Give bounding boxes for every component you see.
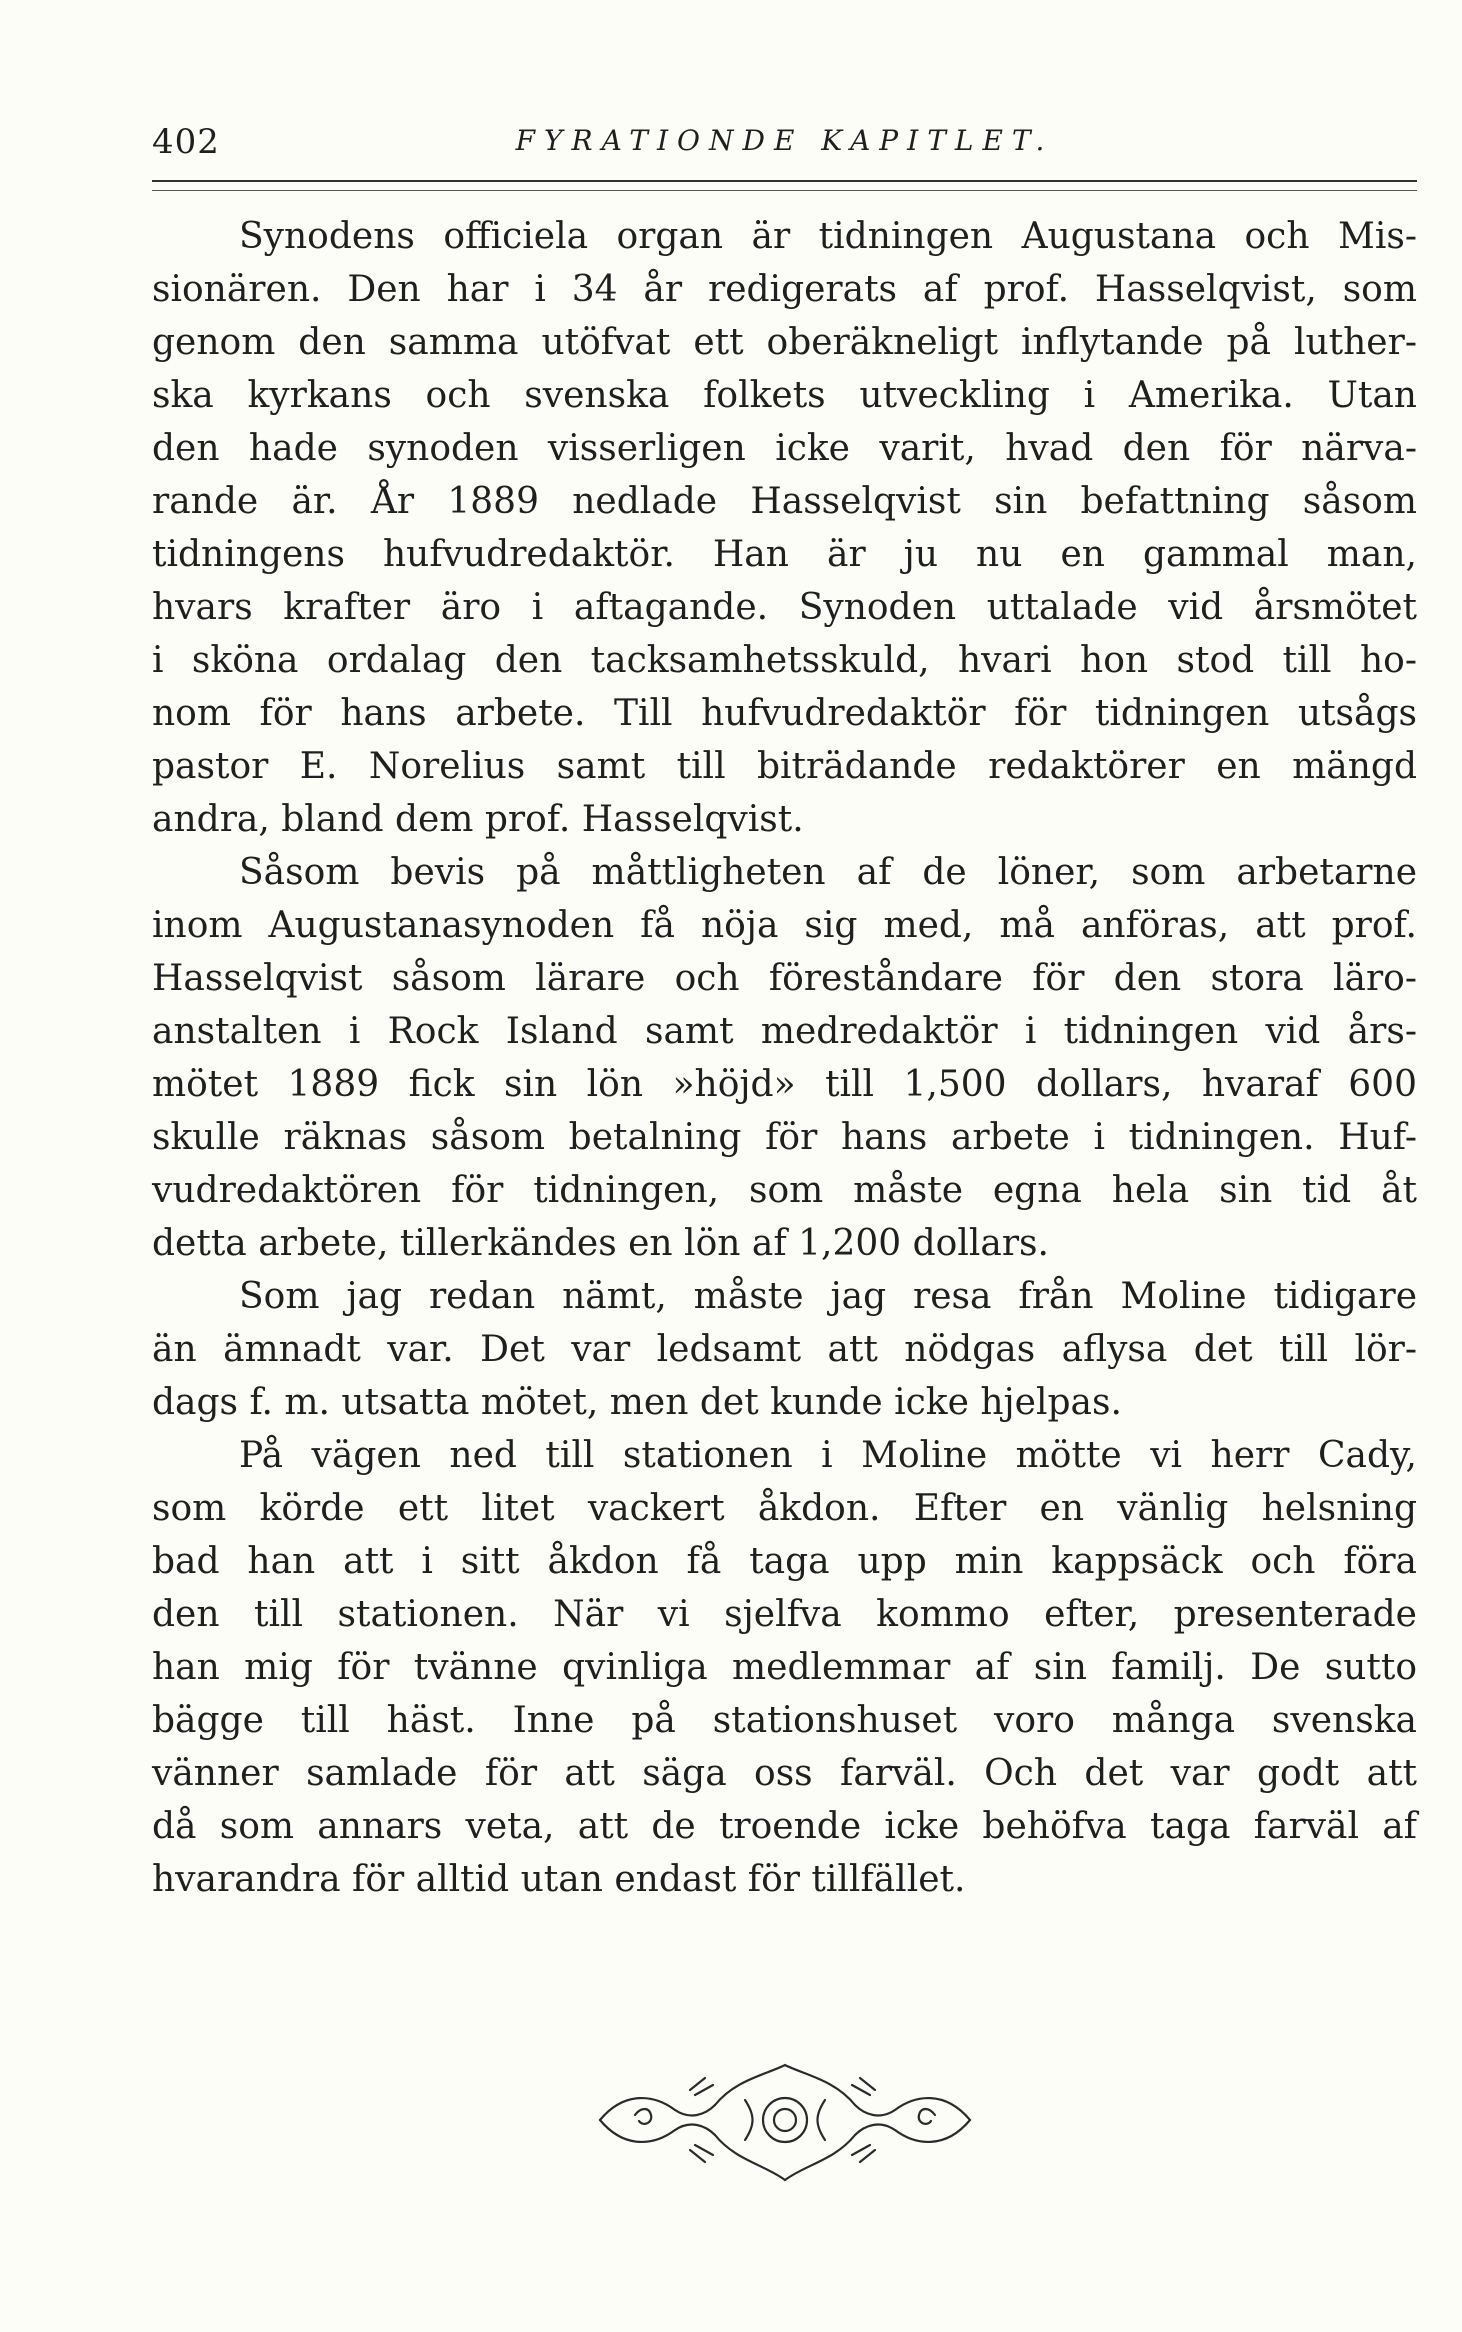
text-line: hvarandra för alltid utan endast för tillfället. [152,1859,966,1900]
text-line: pastor E. Norelius samt till biträdande redaktörer en mängd [152,746,1417,787]
text-line: dags f. m. utsatta mötet, men det kunde icke hjelpas. [152,1382,1122,1423]
text-line: Som jag redan nämt, måste jag resa från Moline tidigare [239,1276,1417,1317]
text-line: vänner samlade för att säga oss farväl. Och det var godt att [152,1753,1417,1794]
text-line: rande är. År 1889 nedlade Hasselqvist sin befattning såsom [152,481,1417,522]
text-line: då som annars veta, att de troende icke behöfva taga farväl af [152,1806,1417,1847]
text-line: andra, bland dem prof. Hasselqvist. [152,799,804,840]
text-line: ska kyrkans och svenska folkets utveckling i Amerika. Utan [152,375,1417,416]
text-line: sionären. Den har i 34 år redigerats af prof. Hasselqvist, som [152,269,1417,310]
text-line: Synodens officiela organ är tidningen Augustana och Mis- [239,216,1417,257]
text-line: den hade synoden visserligen icke varit, hvad den för närva- [152,428,1417,469]
text-line: Hasselqvist såsom lärare och föreståndare för den stora läro- [152,958,1417,999]
text-line: inom Augustanasynoden få nöja sig med, må anföras, att prof. [152,905,1417,946]
text-line: nom för hans arbete. Till hufvudredaktör för tidningen utsågs [152,693,1417,734]
page-header [152,122,1417,162]
text-line: bägge till häst. Inne på stationshuset voro många svenska [152,1700,1417,1741]
page-number: 402 [152,122,220,162]
text-line: än ämnadt var. Det var ledsamt att nödgas aflysa det till lör- [152,1329,1417,1370]
text-line: hvars krafter äro i aftagande. Synoden uttalade vid årsmötet [152,587,1417,628]
decorative-scroll-ornament-icon [595,2055,975,2185]
text-line: i sköna ordalag den tacksamhetsskuld, hvari hon stod till ho- [152,640,1417,681]
text-line: som körde ett litet vackert åkdon. Efter en vänlig helsning [152,1488,1417,1529]
text-line: vudredaktören för tidningen, som måste egna hela sin tid åt [152,1170,1417,1211]
text-line: tidningens hufvudredaktör. Han är ju nu en gammal man, [152,534,1417,575]
text-line: mötet 1889 fick sin lön »höjd» till 1,500 dollars, hvaraf 600 [152,1064,1417,1105]
text-line: anstalten i Rock Island samt medredaktör i tidningen vid års- [152,1011,1417,1052]
text-line: genom den samma utöfvat ett oberäkneligt inflytande på luther- [152,322,1417,363]
text-line: På vägen ned till stationen i Moline mötte vi herr Cady, [239,1435,1417,1476]
text-line: den till stationen. När vi sjelfva kommo efter, presenterade [152,1594,1417,1635]
header-rule [152,180,1417,191]
text-line: Såsom bevis på måttligheten af de löner, som arbetarne [239,852,1417,893]
text-line: han mig för tvänne qvinliga medlemmar af sin familj. De sutto [152,1647,1417,1688]
body-text [152,210,1417,1906]
text-line: detta arbete, tillerkändes en lön af 1,200 dollars. [152,1223,1049,1264]
running-head: FYRATIONDE KAPITLET. [515,124,1054,157]
text-line: bad han att i sitt åkdon få taga upp min kappsäck och föra [152,1541,1417,1582]
text-line: skulle räknas såsom betalning för hans arbete i tidningen. Huf- [152,1117,1417,1158]
